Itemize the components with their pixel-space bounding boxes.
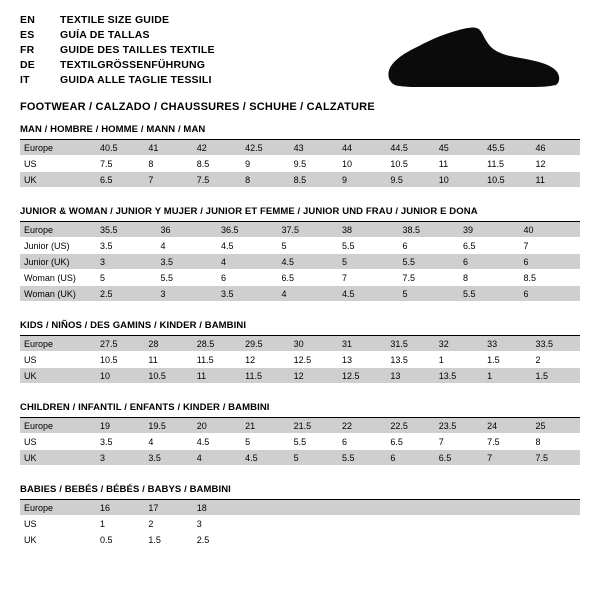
cell: 39 xyxy=(459,222,520,238)
size-table-babies xyxy=(20,500,580,548)
cell: 29.5 xyxy=(241,336,289,352)
cell: 6 xyxy=(520,254,581,270)
language-title: GUÍA DE TALLAS xyxy=(60,29,150,41)
row-label: Woman (US) xyxy=(20,270,96,286)
cell-empty xyxy=(290,500,338,516)
table-row xyxy=(20,172,580,188)
cell: 1.5 xyxy=(483,352,531,368)
section-title: MAN / HOMBRE / HOMME / MANN / MAN xyxy=(20,124,580,140)
cell: 11.5 xyxy=(193,352,241,368)
language-title: TEXTILE SIZE GUIDE xyxy=(60,14,170,26)
cell: 13 xyxy=(338,352,386,368)
cell: 7 xyxy=(520,238,581,254)
language-code: FR xyxy=(20,44,35,56)
row-label: UK xyxy=(20,532,96,548)
cell: 4 xyxy=(193,450,241,466)
cell: 5 xyxy=(278,238,339,254)
cell: 43 xyxy=(290,140,338,156)
row-label: UK xyxy=(20,172,96,188)
cell: 9 xyxy=(338,172,386,188)
row-label: Europe xyxy=(20,500,96,516)
footwear-category-line: FOOTWEAR / CALZADO / CHAUSSURES / SCHUHE / CALZATURE xyxy=(20,101,375,113)
cell: 1 xyxy=(435,352,483,368)
cell-empty xyxy=(386,516,434,532)
cell: 19 xyxy=(96,418,144,434)
cell: 38.5 xyxy=(399,222,460,238)
table-row xyxy=(20,270,580,286)
cell: 7.5 xyxy=(532,450,580,466)
cell: 5.5 xyxy=(157,270,218,286)
cell: 6.5 xyxy=(386,434,434,450)
cell: 6 xyxy=(520,286,581,302)
table-row xyxy=(20,434,580,450)
table-row xyxy=(20,156,580,172)
cell: 45.5 xyxy=(483,140,531,156)
page-header xyxy=(20,14,580,113)
cell: 7.5 xyxy=(399,270,460,286)
table-row xyxy=(20,286,580,302)
cell: 6 xyxy=(459,254,520,270)
cell: 11 xyxy=(144,352,192,368)
row-label: Junior (UK) xyxy=(20,254,96,270)
cell-empty xyxy=(435,500,483,516)
cell: 45 xyxy=(435,140,483,156)
row-label: Europe xyxy=(20,418,96,434)
cell: 7.5 xyxy=(193,172,241,188)
cell: 12 xyxy=(532,156,580,172)
cell: 11 xyxy=(193,368,241,384)
table-row xyxy=(20,222,580,238)
cell: 38 xyxy=(338,222,399,238)
section-children xyxy=(20,402,580,466)
language-title: GUIDA ALLE TAGLIE TESSILI xyxy=(60,74,212,86)
size-table-kids xyxy=(20,336,580,384)
cell: 6 xyxy=(399,238,460,254)
cell-empty xyxy=(290,516,338,532)
cell: 4 xyxy=(278,286,339,302)
cell: 5.5 xyxy=(338,450,386,466)
cell: 33.5 xyxy=(532,336,580,352)
table-row xyxy=(20,238,580,254)
cell: 4 xyxy=(144,434,192,450)
cell: 46 xyxy=(532,140,580,156)
language-row xyxy=(20,74,215,89)
cell-empty xyxy=(483,516,531,532)
cell: 12 xyxy=(290,368,338,384)
cell: 10 xyxy=(338,156,386,172)
language-row xyxy=(20,44,215,59)
section-title: JUNIOR & WOMAN / JUNIOR Y MUJER / JUNIOR ET FEMME / JUNIOR UND FRAU / JUNIOR E DONA xyxy=(20,206,580,222)
cell: 36.5 xyxy=(217,222,278,238)
cell: 5 xyxy=(338,254,399,270)
cell: 8.5 xyxy=(520,270,581,286)
row-label: US xyxy=(20,352,96,368)
cell-empty xyxy=(290,532,338,548)
cell: 6.5 xyxy=(96,172,144,188)
cell: 9.5 xyxy=(290,156,338,172)
cell: 6 xyxy=(217,270,278,286)
cell: 7 xyxy=(338,270,399,286)
row-label: Europe xyxy=(20,336,96,352)
cell: 8 xyxy=(532,434,580,450)
cell: 25 xyxy=(532,418,580,434)
cell: 4.5 xyxy=(241,450,289,466)
table-row xyxy=(20,500,580,516)
cell: 12.5 xyxy=(290,352,338,368)
cell-empty xyxy=(435,532,483,548)
cell: 44.5 xyxy=(386,140,434,156)
cell: 28 xyxy=(144,336,192,352)
cell: 9.5 xyxy=(386,172,434,188)
cell: 3 xyxy=(96,450,144,466)
dress-shoe-icon xyxy=(372,24,562,98)
table-row xyxy=(20,368,580,384)
cell: 5.5 xyxy=(459,286,520,302)
cell: 4 xyxy=(157,238,218,254)
cell: 10.5 xyxy=(144,368,192,384)
cell: 16 xyxy=(96,500,144,516)
cell-empty xyxy=(532,516,580,532)
section-man xyxy=(20,124,580,188)
row-label: Europe xyxy=(20,140,96,156)
language-title-body xyxy=(20,14,215,89)
cell: 40 xyxy=(520,222,581,238)
cell: 11 xyxy=(435,156,483,172)
cell: 12.5 xyxy=(338,368,386,384)
size-table-man xyxy=(20,140,580,188)
cell: 17 xyxy=(144,500,192,516)
cell: 10.5 xyxy=(483,172,531,188)
cell: 1.5 xyxy=(144,532,192,548)
language-row xyxy=(20,59,215,74)
row-label: US xyxy=(20,156,96,172)
cell: 3.5 xyxy=(217,286,278,302)
cell-empty xyxy=(338,532,386,548)
row-label: US xyxy=(20,434,96,450)
row-label: Junior (US) xyxy=(20,238,96,254)
section-title: KIDS / NIÑOS / DES GAMINS / KINDER / BAMBINI xyxy=(20,320,580,336)
cell: 5.5 xyxy=(399,254,460,270)
cell: 8 xyxy=(144,156,192,172)
cell: 5 xyxy=(399,286,460,302)
language-code: ES xyxy=(20,29,35,41)
cell: 4.5 xyxy=(193,434,241,450)
cell: 6.5 xyxy=(459,238,520,254)
cell: 42.5 xyxy=(241,140,289,156)
cell: 5.5 xyxy=(338,238,399,254)
cell: 2 xyxy=(532,352,580,368)
cell: 3 xyxy=(193,516,241,532)
cell: 3 xyxy=(157,286,218,302)
language-code: IT xyxy=(20,74,30,86)
cell: 0.5 xyxy=(96,532,144,548)
cell: 31.5 xyxy=(386,336,434,352)
cell: 27.5 xyxy=(96,336,144,352)
cell: 40.5 xyxy=(96,140,144,156)
cell: 5 xyxy=(96,270,157,286)
cell-empty xyxy=(241,532,289,548)
cell: 37.5 xyxy=(278,222,339,238)
cell: 18 xyxy=(193,500,241,516)
cell: 4.5 xyxy=(217,238,278,254)
language-code: DE xyxy=(20,59,35,71)
row-label: US xyxy=(20,516,96,532)
table-row xyxy=(20,450,580,466)
cell: 3.5 xyxy=(96,238,157,254)
cell: 22 xyxy=(338,418,386,434)
cell: 4 xyxy=(217,254,278,270)
language-row xyxy=(20,14,215,29)
row-label: UK xyxy=(20,450,96,466)
table-row xyxy=(20,140,580,156)
cell: 7 xyxy=(483,450,531,466)
section-junior-woman xyxy=(20,206,580,302)
cell: 8 xyxy=(459,270,520,286)
cell: 33 xyxy=(483,336,531,352)
cell: 7 xyxy=(144,172,192,188)
cell: 11 xyxy=(532,172,580,188)
cell: 5 xyxy=(241,434,289,450)
cell: 3 xyxy=(96,254,157,270)
cell: 1 xyxy=(483,368,531,384)
size-table-children xyxy=(20,418,580,466)
cell-empty xyxy=(483,500,531,516)
cell-empty xyxy=(241,516,289,532)
cell: 13.5 xyxy=(435,368,483,384)
cell-empty xyxy=(241,500,289,516)
table-row xyxy=(20,336,580,352)
cell: 10.5 xyxy=(386,156,434,172)
table-row xyxy=(20,516,580,532)
cell: 5.5 xyxy=(290,434,338,450)
cell: 2 xyxy=(144,516,192,532)
cell: 21 xyxy=(241,418,289,434)
cell: 1.5 xyxy=(532,368,580,384)
cell: 3.5 xyxy=(96,434,144,450)
cell: 31 xyxy=(338,336,386,352)
language-row xyxy=(20,29,215,44)
cell: 44 xyxy=(338,140,386,156)
cell: 2.5 xyxy=(193,532,241,548)
language-title: TEXTILGRÖSSENFÜHRUNG xyxy=(60,59,206,71)
cell: 12 xyxy=(241,352,289,368)
cell: 4.5 xyxy=(338,286,399,302)
row-label: Europe xyxy=(20,222,96,238)
cell: 8.5 xyxy=(193,156,241,172)
cell: 2.5 xyxy=(96,286,157,302)
cell: 19.5 xyxy=(144,418,192,434)
row-label: Woman (UK) xyxy=(20,286,96,302)
language-title: GUIDE DES TAILLES TEXTILE xyxy=(60,44,215,56)
row-label: UK xyxy=(20,368,96,384)
cell: 10 xyxy=(435,172,483,188)
cell-empty xyxy=(338,500,386,516)
cell: 6 xyxy=(386,450,434,466)
table-row xyxy=(20,254,580,270)
cell: 5 xyxy=(290,450,338,466)
cell-empty xyxy=(386,500,434,516)
cell: 36 xyxy=(157,222,218,238)
cell: 6.5 xyxy=(278,270,339,286)
section-babies xyxy=(20,484,580,548)
cell: 9 xyxy=(241,156,289,172)
cell: 7 xyxy=(435,434,483,450)
cell: 4.5 xyxy=(278,254,339,270)
cell: 10 xyxy=(96,368,144,384)
cell: 7.5 xyxy=(483,434,531,450)
language-code: EN xyxy=(20,14,35,26)
cell-empty xyxy=(435,516,483,532)
cell: 30 xyxy=(290,336,338,352)
section-title: CHILDREN / INFANTIL / ENFANTS / KINDER / BAMBINI xyxy=(20,402,580,418)
cell: 8 xyxy=(241,172,289,188)
cell: 10.5 xyxy=(96,352,144,368)
size-table-junior-woman xyxy=(20,222,580,302)
cell: 35.5 xyxy=(96,222,157,238)
table-row xyxy=(20,352,580,368)
cell: 23.5 xyxy=(435,418,483,434)
cell-empty xyxy=(338,516,386,532)
table-row xyxy=(20,418,580,434)
cell-empty xyxy=(483,532,531,548)
section-kids xyxy=(20,320,580,384)
cell: 13 xyxy=(386,368,434,384)
cell: 3.5 xyxy=(157,254,218,270)
cell: 11.5 xyxy=(483,156,531,172)
cell: 32 xyxy=(435,336,483,352)
cell: 41 xyxy=(144,140,192,156)
cell: 13.5 xyxy=(386,352,434,368)
cell: 7.5 xyxy=(96,156,144,172)
cell: 28.5 xyxy=(193,336,241,352)
table-row xyxy=(20,532,580,548)
cell: 1 xyxy=(96,516,144,532)
cell: 21.5 xyxy=(290,418,338,434)
cell-empty xyxy=(532,500,580,516)
cell: 8.5 xyxy=(290,172,338,188)
section-title: BABIES / BEBÉS / BÉBÉS / BABYS / BAMBINI xyxy=(20,484,580,500)
language-title-table xyxy=(20,14,215,89)
cell: 24 xyxy=(483,418,531,434)
cell: 6.5 xyxy=(435,450,483,466)
cell: 3.5 xyxy=(144,450,192,466)
cell-empty xyxy=(386,532,434,548)
cell: 6 xyxy=(338,434,386,450)
cell: 42 xyxy=(193,140,241,156)
cell: 22.5 xyxy=(386,418,434,434)
cell: 20 xyxy=(193,418,241,434)
cell: 11.5 xyxy=(241,368,289,384)
cell-empty xyxy=(532,532,580,548)
